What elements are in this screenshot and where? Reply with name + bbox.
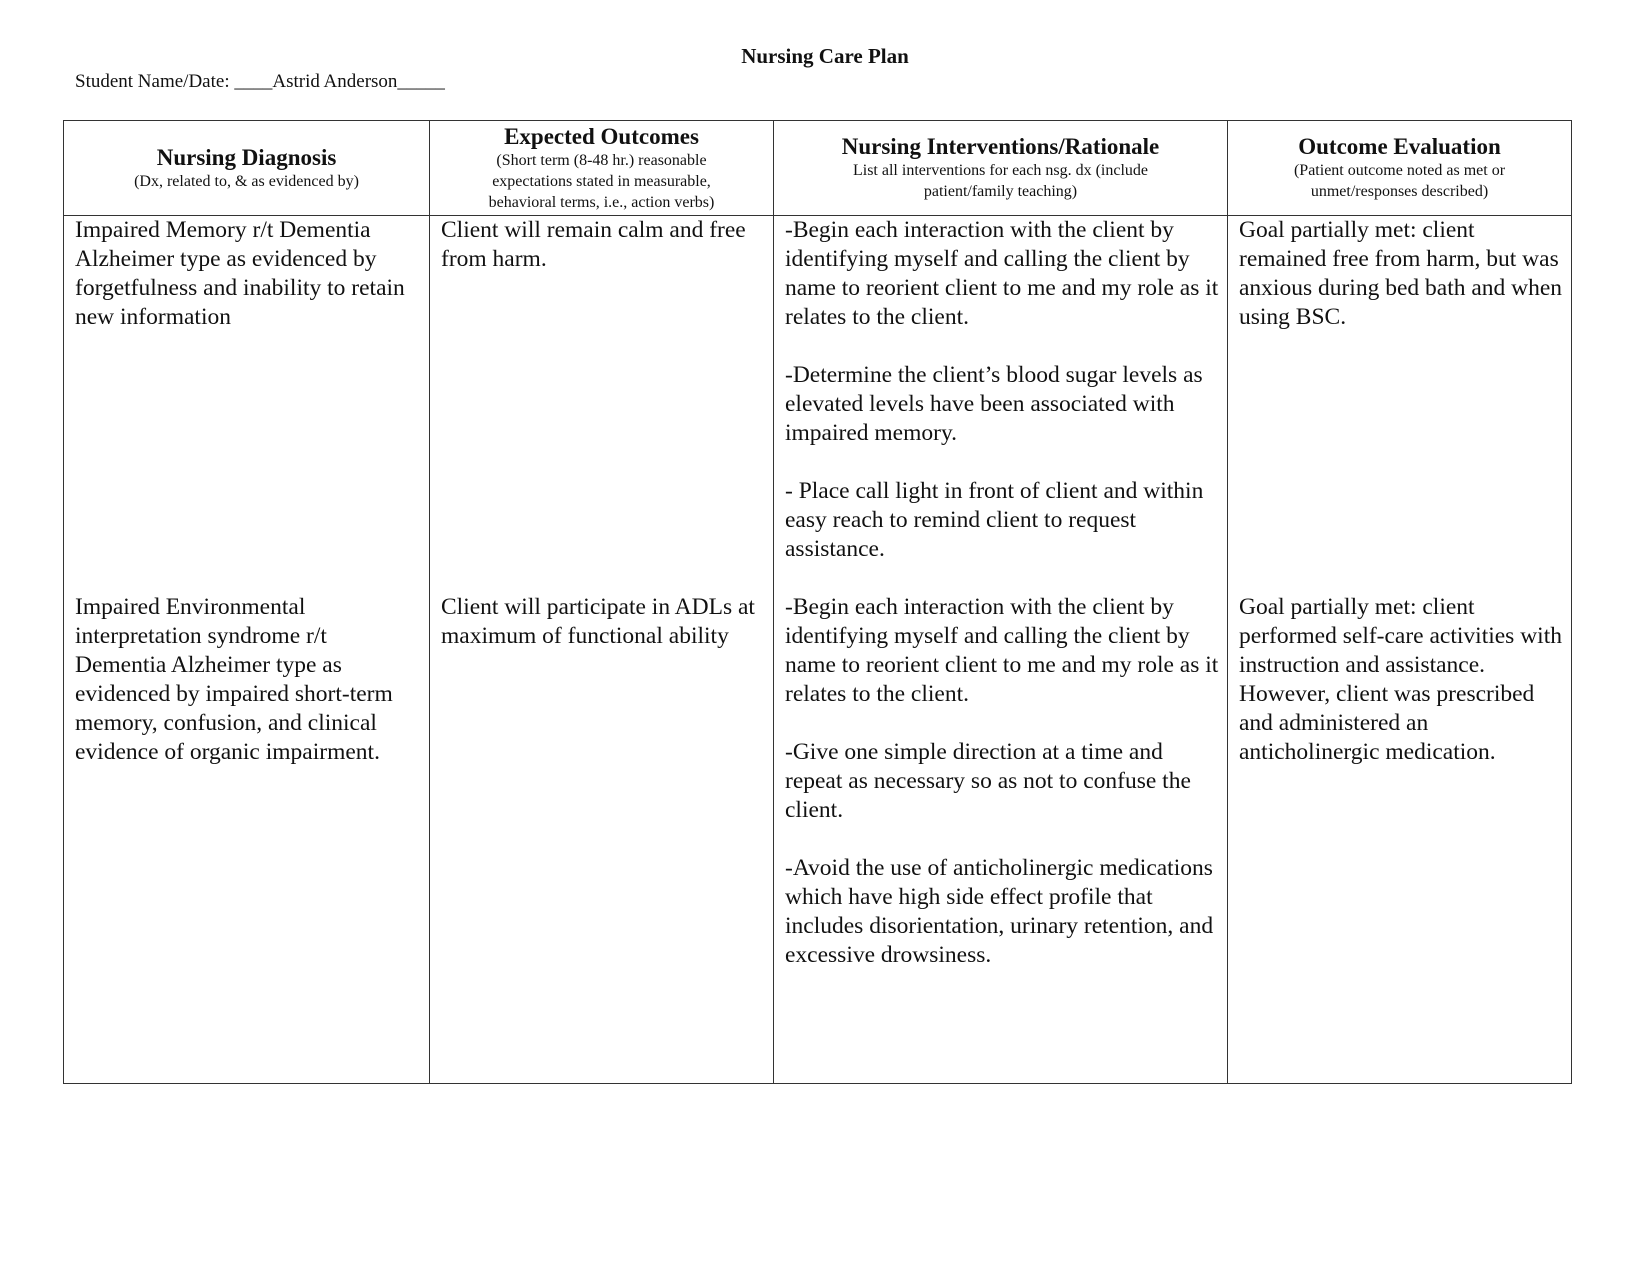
diagnosis-text: Impaired Memory r/t Dementia Alzheimer type as evidenced by forgetfulness and inability to retain new information: [75, 217, 405, 330]
care-plan-table: [63, 120, 1572, 1084]
header-title: Nursing Diagnosis: [156, 144, 337, 170]
diagnosis-text: Impaired Environmental interpretation syndrome r/t Dementia Alzheimer type as evidenced by impaired short-term memory, confusion, and clinical evidence of organic impairment.: [75, 594, 393, 765]
student-name-date: Student Name/Date: ____Astrid Anderson_____: [75, 71, 445, 92]
outcome-text: Client will remain calm and free from harm.: [441, 217, 746, 272]
outcome-cell: [430, 216, 774, 1084]
header-title: Expected Outcomes: [504, 123, 699, 149]
header-subtitle: (Patient outcome noted as met or unmet/responses described): [1293, 162, 1506, 200]
header-subtitle: (Short term (8-48 hr.) reasonable expectations stated in measurable, behavioral terms, i.e., action verbs): [488, 151, 715, 211]
interventions-entry-1: [785, 216, 1219, 564]
diagnosis-entry-2: [75, 593, 421, 767]
header-title: Outcome Evaluation: [1298, 134, 1501, 159]
header-row: [64, 121, 1572, 216]
header-title: Nursing Interventions/Rationale: [841, 134, 1160, 159]
evaluation-text: Goal partially met: client performed self-care activities with instruction and assistance. However, client was prescribed and administered an anticholinergic medication.: [1239, 594, 1562, 765]
header-subtitle: (Dx, related to, & as evidenced by): [134, 172, 359, 190]
evaluation-cell: [1228, 216, 1572, 1084]
intervention-text: - Place call light in front of client and within easy reach to remind client to request assistance.: [785, 478, 1204, 562]
diagnosis-cell: [64, 216, 430, 1084]
header-nursing-interventions: [774, 121, 1228, 216]
header-expected-outcomes: [430, 121, 774, 216]
intervention-text: -Avoid the use of anticholinergic medications which have high side effect profile that includes disorientation, urinary retention, and excessive drowsiness.: [785, 855, 1214, 968]
intervention-text: -Begin each interaction with the client by identifying myself and calling the client by name to reorient client to me and my role as it relates to the client.: [785, 594, 1219, 707]
diagnosis-entry-1: [75, 216, 421, 332]
evaluation-entry-1: [1239, 216, 1563, 332]
outcome-entry-2: [441, 593, 765, 651]
interventions-cell: [774, 216, 1228, 1084]
header-subtitle: List all interventions for each nsg. dx (include patient/family teaching): [852, 162, 1149, 200]
outcome-text: Client will participate in ADLs at maximum of functional ability: [441, 594, 755, 649]
outcome-entry-1: [441, 216, 765, 274]
document-title: Nursing Care Plan: [741, 44, 909, 68]
intervention-text: -Begin each interaction with the client by identifying myself and calling the client by name to reorient client to me and my role as it relates to the client.: [785, 217, 1219, 330]
header-nursing-diagnosis: [64, 121, 430, 216]
intervention-text: -Give one simple direction at a time and repeat as necessary so as not to confuse the client.: [785, 739, 1191, 823]
intervention-text: -Determine the client’s blood sugar levels as elevated levels have been associated with impaired memory.: [785, 362, 1203, 446]
header-outcome-evaluation: [1228, 121, 1572, 216]
interventions-entry-2: [785, 593, 1219, 970]
table-body-row: [64, 216, 1572, 1084]
evaluation-text: Goal partially met: client remained free from harm, but was anxious during bed bath and when using BSC.: [1239, 217, 1563, 330]
evaluation-entry-2: [1239, 593, 1563, 767]
